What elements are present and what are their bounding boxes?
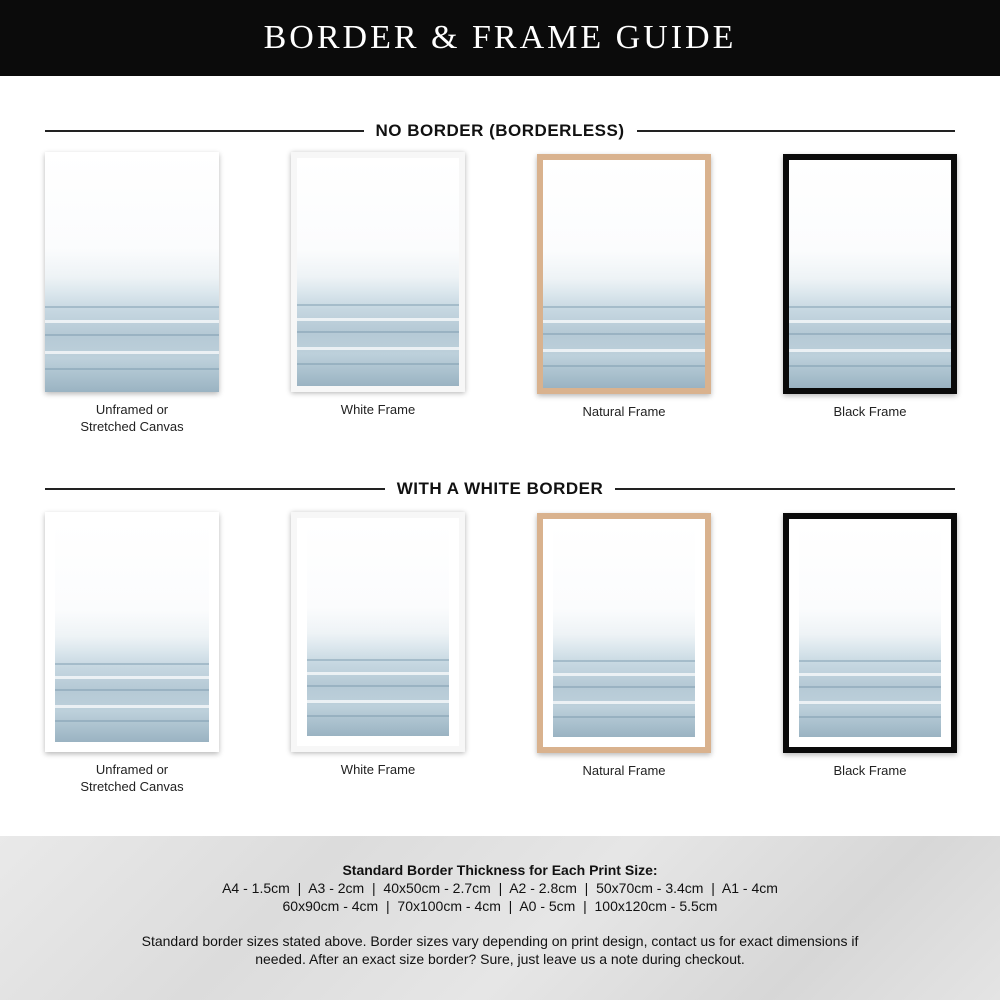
ocean-artwork [789,160,951,388]
thickness-title: Standard Border Thickness for Each Print Size: [342,862,658,878]
section-title: WITH A WHITE BORDER [396,479,604,498]
option-natural-frame-white-border[interactable] [537,513,711,779]
thickness-list-line-2: 60x90cm - 4cm | 70x100cm - 4cm | A0 - 5cm | 100x120cm - 5.5cm [282,898,718,914]
option-unframed-white-border[interactable] [45,512,219,795]
divider-right [615,488,955,490]
divider-right [637,130,956,132]
wave-line [45,351,219,354]
wave-line [789,333,951,335]
wave-line [543,333,705,335]
wave-line [799,686,941,688]
header-banner [0,0,1000,76]
wave-line [307,700,449,703]
wave-line [55,663,209,665]
ocean-artwork [543,160,705,388]
wave-line [799,716,941,718]
option-black-frame-borderless[interactable] [783,154,957,420]
wave-line [799,701,941,704]
wave-line [55,705,209,708]
print-preview-natural-frame [537,154,711,394]
wave-line [543,306,705,308]
wave-line [789,365,951,367]
option-natural-frame-borderless[interactable] [537,154,711,420]
wave-line [553,701,695,704]
option-caption: Unframed or Stretched Canvas [80,402,184,434]
wave-line [45,368,219,370]
ocean-artwork [297,158,459,386]
print-preview-unframed [45,152,219,392]
wave-line [543,365,705,367]
option-caption: Natural Frame [582,404,666,419]
wave-line [45,306,219,308]
print-preview-white-frame [291,512,465,752]
divider-left [45,130,364,132]
option-caption: Unframed or Stretched Canvas [80,762,184,794]
section-heading-white-border [45,477,955,501]
wave-line [45,334,219,336]
section-heading-borderless [45,119,955,143]
border-thickness-info [0,836,1000,1000]
wave-line [297,304,459,306]
option-unframed-borderless[interactable] [45,152,219,435]
option-caption: Black Frame [833,404,907,419]
wave-line [297,347,459,350]
wave-line [297,363,459,365]
wave-line [55,720,209,722]
wave-line [297,318,459,321]
wave-line [553,673,695,676]
wave-line [543,349,705,352]
page-title: BORDER & FRAME GUIDE [263,19,737,56]
divider-left [45,488,385,490]
print-preview-unframed [45,512,219,752]
wave-line [553,660,695,662]
wave-line [799,660,941,662]
wave-line [799,673,941,676]
wave-line [553,686,695,688]
wave-line [55,676,209,679]
wave-line [45,320,219,323]
wave-line [553,716,695,718]
thickness-list-line-1: A4 - 1.5cm | A3 - 2cm | 40x50cm - 2.7cm | A2 - 2.8cm | 50x70cm - 3.4cm | A1 - 4cm [222,880,778,896]
print-preview-white-frame [291,152,465,392]
option-caption: Black Frame [833,763,907,778]
option-black-frame-white-border[interactable] [783,513,957,779]
wave-line [55,689,209,691]
wave-line [307,659,449,661]
wave-line [307,685,449,687]
option-white-frame-borderless[interactable] [291,152,465,418]
wave-line [307,715,449,717]
ocean-artwork [307,522,449,736]
ocean-artwork [799,523,941,737]
border-note: Standard border sizes stated above. Border sizes vary depending on print design, contact us for exact dimensions if needed. After an exact size border? Sure, just leave us a note during checkout. [141,933,859,967]
ocean-artwork [55,522,209,742]
wave-line [789,349,951,352]
wave-line [307,672,449,675]
print-preview-black-frame [783,154,957,394]
section-title: NO BORDER (BORDERLESS) [375,121,625,140]
wave-line [297,331,459,333]
print-preview-natural-frame [537,513,711,753]
print-preview-black-frame [783,513,957,753]
option-caption: Natural Frame [582,763,666,778]
wave-line [789,320,951,323]
option-caption: White Frame [340,402,416,417]
wave-line [789,306,951,308]
ocean-artwork [45,152,219,392]
ocean-artwork [553,523,695,737]
wave-line [543,320,705,323]
option-white-frame-white-border[interactable] [291,512,465,778]
option-caption: White Frame [340,762,416,777]
